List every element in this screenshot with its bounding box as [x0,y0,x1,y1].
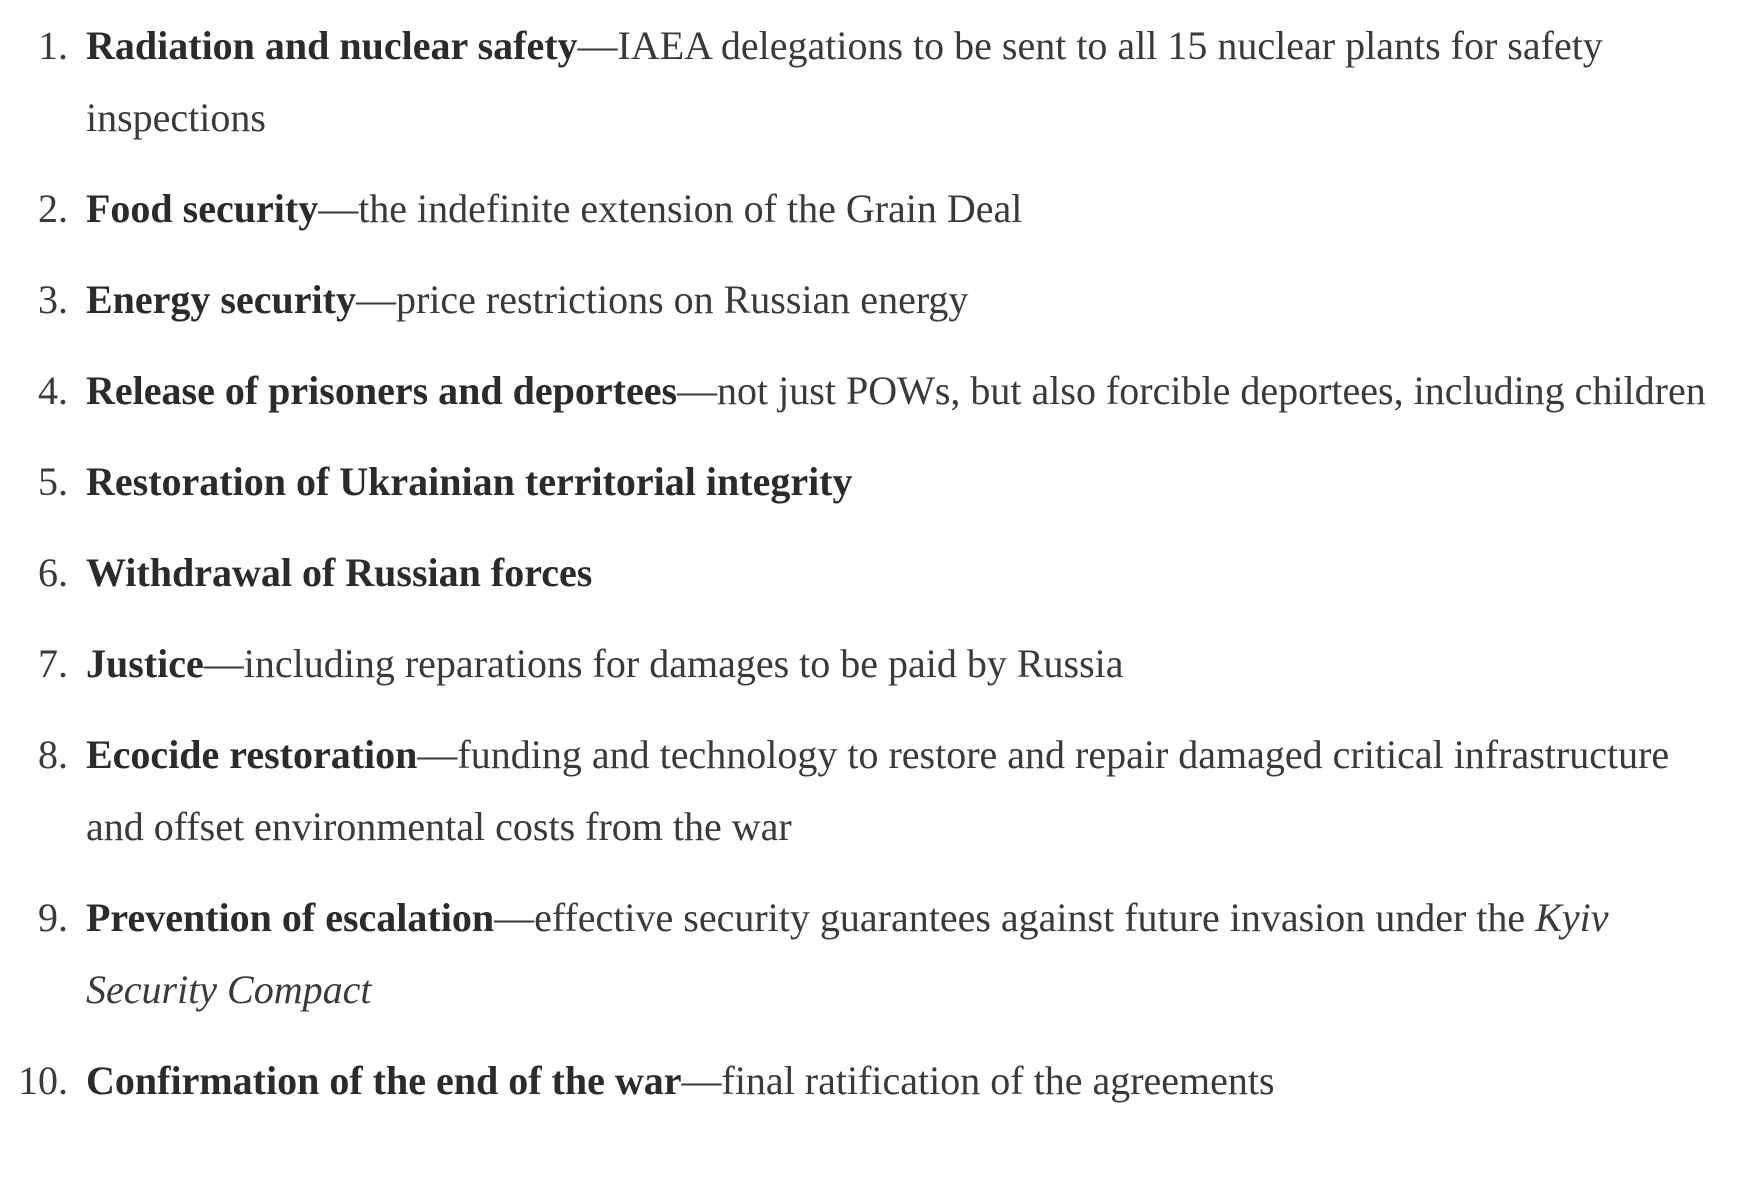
list-item [0,537,1747,609]
item-heading: Withdrawal of Russian forces [86,550,593,595]
item-heading: Release of prisoners and deportees [86,368,678,413]
list-item [0,882,1747,1026]
item-text: —not just POWs, but also forcible deportees, including children [677,368,1706,413]
item-text: —funding and technology to restore and repair damaged critical infrastructure and offset environmental costs from the war [86,732,1670,849]
item-heading: Ecocide restoration [86,732,418,777]
item-number: 8. [38,732,68,777]
list-item [0,719,1747,863]
list-item [0,10,1747,154]
item-text: —the indefinite extension of the Grain Deal [318,186,1023,231]
item-text: —IAEA delegations to be sent to all 15 nuclear plants for safety inspections [86,23,1603,140]
item-text: —effective security guarantees against future invasion under the [494,895,1536,940]
item-number: 4. [38,368,68,413]
item-heading: Energy security [86,277,356,322]
item-heading: Restoration of Ukrainian territorial integrity [86,459,853,504]
item-number: 6. [38,550,68,595]
item-number: 3. [38,277,68,322]
item-heading: Food security [86,186,319,231]
item-heading: Confirmation of the end of the war [86,1058,682,1103]
item-number: 9. [38,895,68,940]
item-number: 1. [38,23,68,68]
item-text: —final ratification of the agreements [681,1058,1275,1103]
item-text: —including reparations for damages to be paid by Russia [203,641,1124,686]
list-item [0,264,1747,336]
item-number: 5. [38,459,68,504]
list-item [0,355,1747,427]
item-number: 7. [38,641,68,686]
list-item [0,1045,1747,1117]
item-heading: Prevention of escalation [86,895,495,940]
item-heading: Radiation and nuclear safety [86,23,578,68]
item-emphasis: Kyiv Security Compact [86,895,1609,1012]
list-item [0,173,1747,245]
item-text: —price restrictions on Russian energy [355,277,969,322]
item-number: 10. [18,1058,68,1103]
item-heading: Justice [86,641,204,686]
item-number: 2. [38,186,68,231]
list-item [0,446,1747,518]
list-item [0,628,1747,700]
